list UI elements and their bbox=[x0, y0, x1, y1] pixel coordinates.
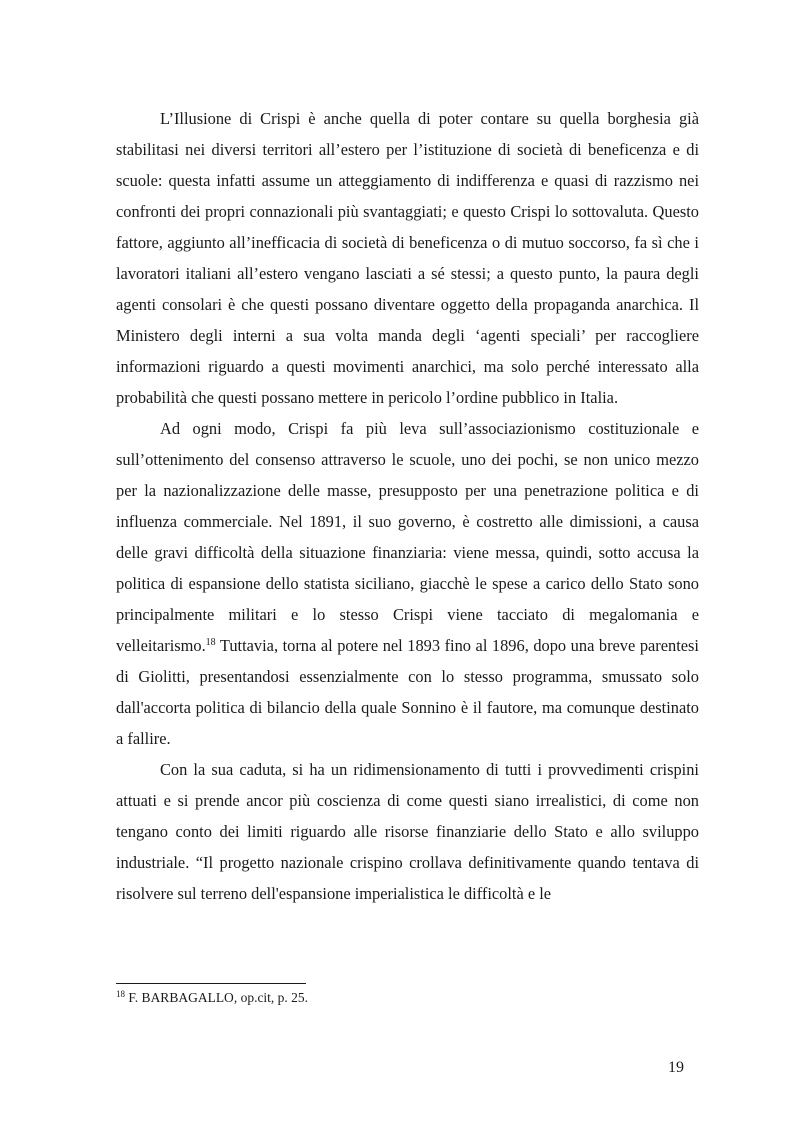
paragraph-2 bbox=[116, 413, 699, 754]
footnote-number: 18 bbox=[116, 989, 125, 999]
paragraph-1: L’Illusione di Crispi è anche quella di poter contare su quella borghesia già stabilitasi nei diversi territori all’estero per l’istituzione di società di beneficenza e di scuole: questa infatti assume un atteggiamento di indifferenza e quasi di razzismo nei confronti dei propri connazionali più svantaggiati; e questo Crispi lo sottovaluta. Questo fattore, aggiunto all’inefficacia di società di beneficenza o di mutuo soccorso, fa sì che i lavoratori italiani all’estero vengano lasciati a sé stessi; a questo punto, la paura degli agenti consolari è che questi possano diventare oggetto della propaganda anarchica. Il Ministero degli interni a sua volta manda degli ‘agenti speciali’ per raccogliere informazioni riguardo a questi movimenti anarchici, ma solo perché interessato alla probabilità che questi possano mettere in pericolo l’ordine pubblico in Italia. bbox=[116, 109, 699, 407]
footnote-18 bbox=[116, 989, 699, 1007]
page-number: 19 bbox=[668, 1059, 684, 1076]
footnote-citation: , op.cit, p. 25. bbox=[233, 990, 309, 1005]
paragraph-2-text-after-note: Tuttavia, torna al potere nel 1893 fino al 1896, dopo una breve parentesi di Giolitti, presentandosi essenzialmente con lo stesso programma, smussato solo dall'accorta politica di bilancio della quale Sonnino è il fautore, ma comunque destinato a fallire. bbox=[116, 636, 699, 748]
footnote-author-initial: F. B bbox=[128, 990, 151, 1005]
paragraph-2-text-before-note: Ad ogni modo, Crispi fa più leva sull’associazionismo costituzionale e sull’ottenimento del consenso attraverso le scuole, uno dei pochi, se non unico mezzo per la nazionalizzazione delle masse, presupposto per una penetrazione politica e di influenza commerciale. Nel 1891, il suo governo, è costretto alle dimissioni, a causa delle gravi difficoltà della situazione finanziaria: viene messa, quindi, sotto accusa la politica di espansione dello statista siciliano, giacchè le spese a carico dello Stato sono principalmente militari e lo stesso Crispi viene tacciato di megalomania e velleitarismo. bbox=[116, 419, 699, 655]
paragraph-3: Con la sua caduta, si ha un ridimensionamento di tutti i provvedimenti crispini attuati e si prende ancor più coscienza di come questi siano irrealistici, di come non tengano conto dei limiti riguardo alle risorse finanziarie dello Stato e allo sviluppo industriale. “Il progetto nazionale crispino crollava definitivamente quando tentava di risolvere sul terreno dell'espansione imperialistica le difficoltà e le bbox=[116, 760, 699, 903]
footnote-reference-18[interactable]: 18 bbox=[205, 637, 216, 648]
footnote-author-surname: ARBAGALLO bbox=[150, 990, 234, 1005]
document-body bbox=[116, 103, 699, 909]
footnote-separator bbox=[116, 983, 306, 984]
footnotes-section bbox=[116, 983, 699, 1007]
